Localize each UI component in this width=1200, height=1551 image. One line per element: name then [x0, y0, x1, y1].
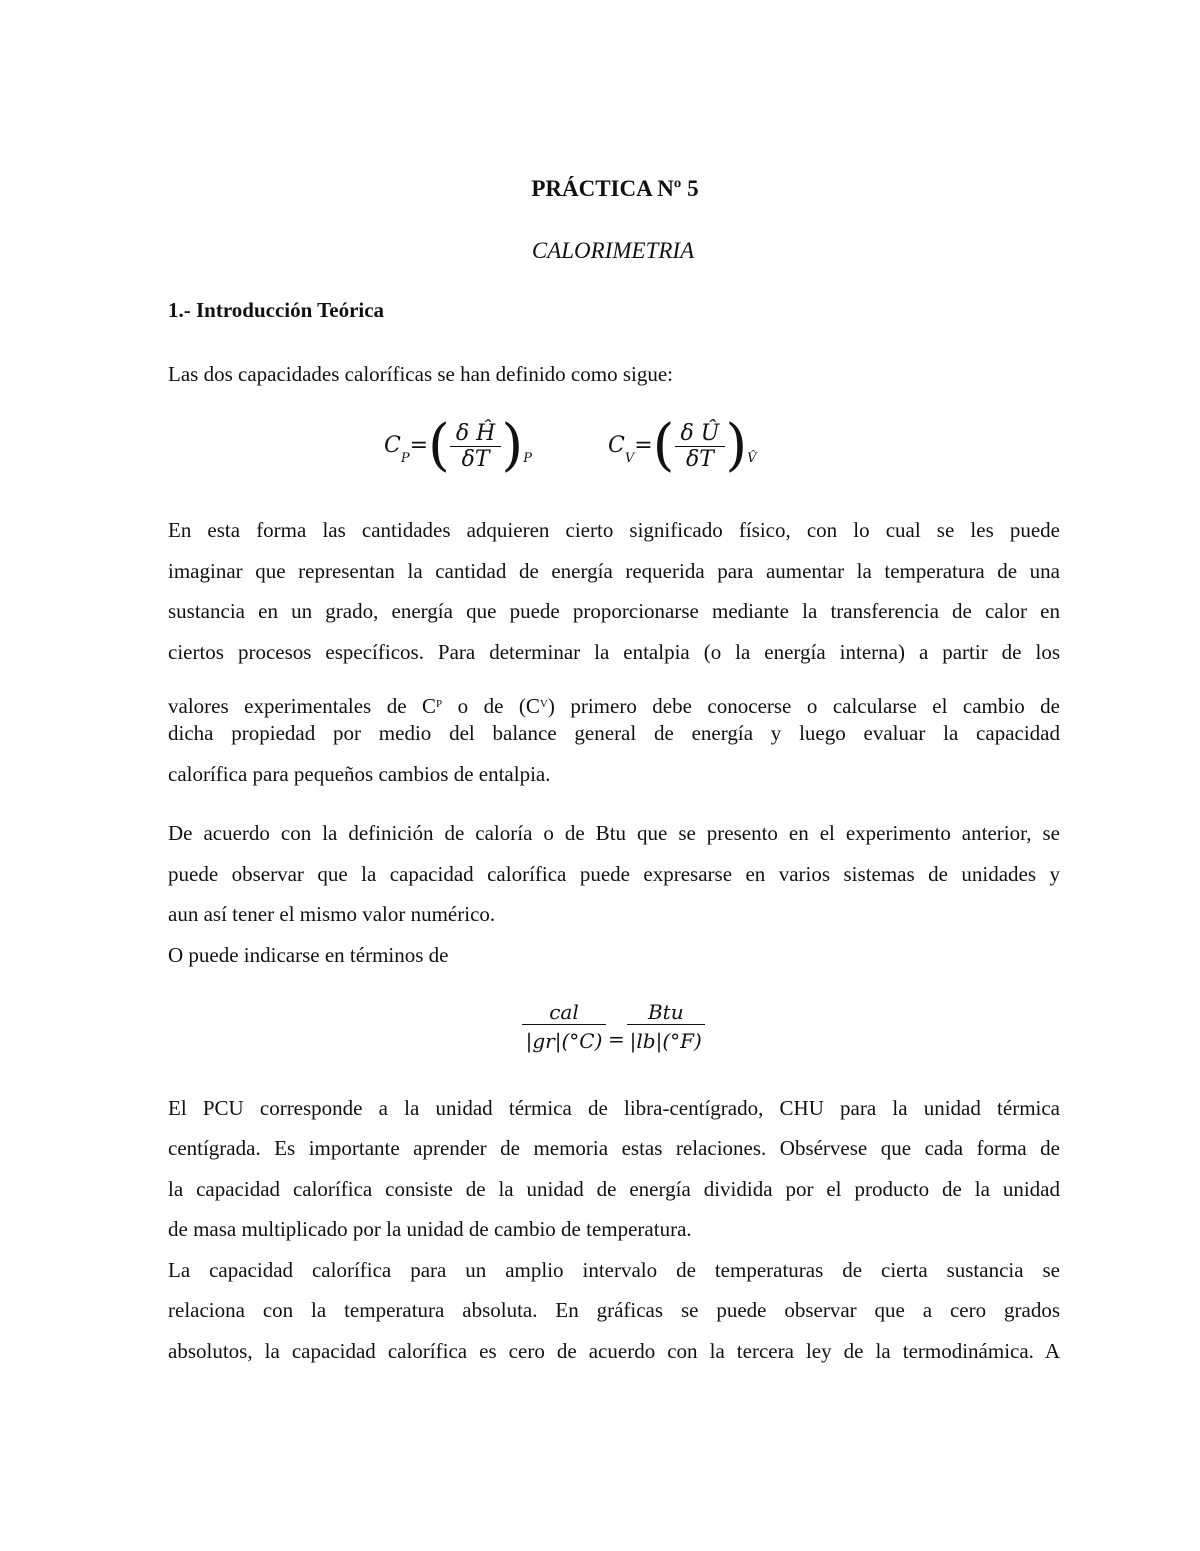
paragraph-line: De acuerdo con la definición de caloría o de Btu que se presento en el experimento anterior, se: [168, 821, 1060, 845]
paragraph-line: relaciona con la temperatura absoluta. En gráficas se puede observar que a cero grados: [168, 1298, 1060, 1322]
cv-outer-subscript: V̂: [747, 451, 757, 466]
cp-left-paren: (: [428, 413, 450, 478]
paragraph-line: O puede indicarse en términos de: [168, 943, 449, 967]
text-segment: ) primero debe conocerse o calcularse el cambio de: [547, 694, 1060, 718]
units-fraction-btu: [627, 1000, 705, 1053]
cv-symbol: C: [608, 433, 625, 458]
paragraph-line: puede observar que la capacidad calorífica puede expresarse en varios sistemas de unidades y: [168, 862, 1060, 886]
formula-cp: [384, 413, 532, 478]
text-segment: o de (C: [442, 694, 540, 718]
cv-fraction: [675, 421, 726, 472]
paragraph-line: ciertos procesos específicos. Para determinar la entalpia (o la energía interna) a partir de los: [168, 640, 1060, 664]
cv-numerator: δ Û: [675, 421, 726, 447]
paragraph-line-with-symbols: [168, 690, 1060, 720]
paragraph-line: absolutos, la capacidad calorífica es cero de acuerdo con la tercera ley de la termodinámica. A: [168, 1339, 1060, 1363]
paragraph-line: La capacidad calorífica para un amplio intervalo de temperaturas de cierta sustancia se: [168, 1258, 1060, 1282]
paragraph-line: dicha propiedad por medio del balance general de energía y luego evaluar la capacidad: [168, 721, 1060, 745]
page-subtitle: CALORIMETRIA: [531, 238, 695, 263]
paragraph-line: de masa multiplicado por la unidad de cambio de temperatura.: [168, 1217, 692, 1241]
units-denominator-lb: |lb|(°F): [629, 1029, 702, 1053]
formula-cv: [608, 413, 757, 478]
paragraph-line: El PCU corresponde a la unidad térmica de libra-centígrado, CHU para la unidad térmica: [168, 1096, 1060, 1120]
paragraph-line: sustancia en un grado, energía que puede proporcionarse mediante la transferencia de calor en: [168, 599, 1060, 623]
units-denominator-gr: |gr|(°C): [525, 1029, 603, 1053]
paragraph-line: En esta forma las cantidades adquieren cierto significado físico, con lo cual se les puede: [168, 518, 1060, 542]
paragraph-line: aun así tener el mismo valor numérico.: [168, 902, 496, 926]
cp-outer-subscript: P: [523, 451, 532, 466]
cp-numerator: δ Ĥ: [450, 421, 501, 447]
paragraph-line: calorífica para pequeños cambios de entalpia.: [168, 762, 551, 786]
paragraph-line: la capacidad calorífica consiste de la unidad de energía dividida por el producto de la unidad: [168, 1177, 1060, 1201]
cv-right-paren: ): [725, 413, 748, 478]
cp-subscript: P: [400, 451, 410, 466]
page-title: PRÁCTICA Nº 5: [531, 176, 699, 201]
cp-superscript: P: [436, 698, 443, 710]
cp-equals: =: [409, 433, 429, 458]
paragraph-line: imaginar que representan la cantidad de energía requerida para aumentar la temperatura de una: [168, 559, 1060, 583]
units-numerator-btu: Btu: [627, 1000, 705, 1025]
cv-left-paren: (: [652, 413, 675, 478]
cv-superscript: V: [539, 698, 548, 710]
units-numerator-cal: cal: [522, 1000, 606, 1025]
cv-subscript: V: [624, 451, 635, 466]
cp-fraction: [450, 421, 501, 472]
units-equals: =: [608, 1027, 625, 1051]
intro-text: Las dos capacidades caloríficas se han definido como sigue:: [168, 362, 673, 386]
units-fraction-cal: [522, 1000, 606, 1053]
text-segment: valores experimentales de C: [168, 694, 437, 718]
section-heading: 1.- Introducción Teórica: [168, 298, 385, 322]
cv-equals: =: [634, 433, 653, 458]
cp-denominator: δT: [461, 446, 490, 472]
units-formula: [522, 1000, 705, 1053]
paragraph-line: centígrada. Es importante aprender de memoria estas relaciones. Obsérvese que cada forma de: [168, 1136, 1060, 1160]
cp-symbol: C: [384, 433, 401, 458]
cv-denominator: δT: [685, 446, 714, 472]
cp-right-paren: ): [501, 413, 524, 478]
